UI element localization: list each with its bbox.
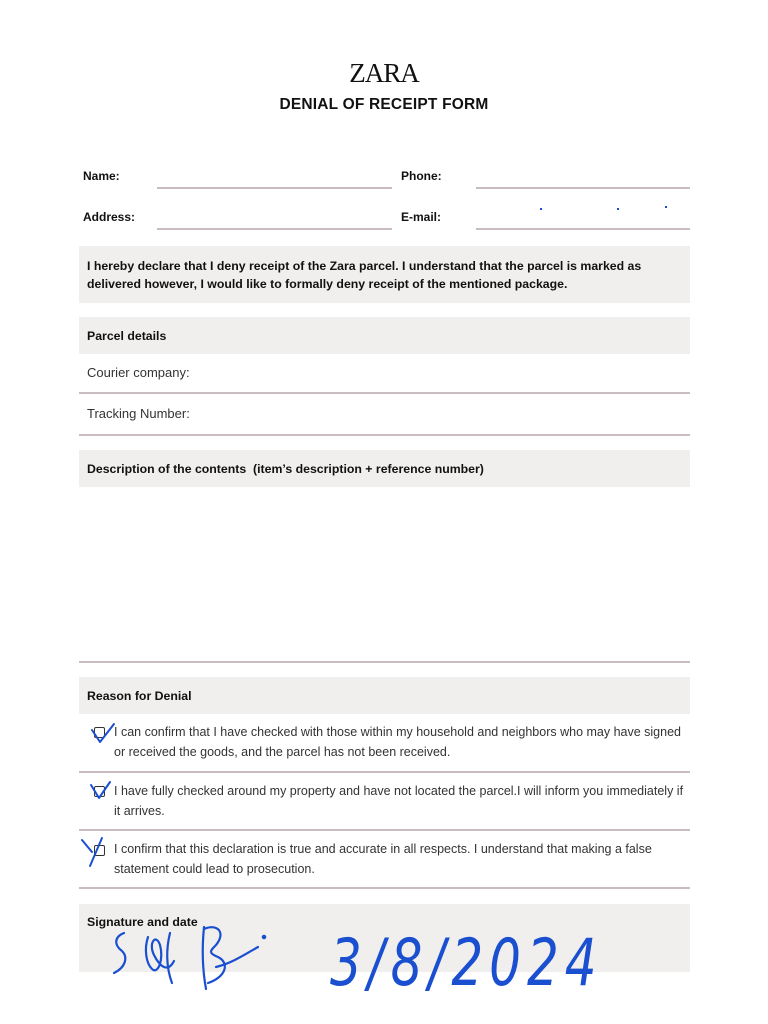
reason-heading: Reason for Denial — [87, 689, 192, 703]
phone-field[interactable] — [476, 187, 690, 189]
courier-company-label: Courier company: — [87, 365, 190, 380]
address-field[interactable] — [157, 228, 392, 230]
email-field[interactable] — [476, 228, 690, 230]
tracking-number-label: Tracking Number: — [87, 406, 190, 421]
email-ink-dot — [540, 208, 542, 210]
handwritten-date — [330, 924, 603, 1008]
email-ink-dot — [617, 208, 619, 210]
reason-1-text: I can confirm that I have checked with those within my household and neighbors who may have signed or received the goods, and the parcel has not been received. — [114, 725, 681, 759]
email-label: E-mail: — [401, 210, 442, 224]
reason-header — [79, 677, 690, 714]
contents-description-area[interactable] — [79, 488, 690, 661]
zara-logo: ZARA — [349, 58, 419, 88]
reason-divider — [79, 771, 690, 773]
declaration-text: I hereby declare that I deny receipt of the Zara parcel. I understand that the parcel is marked as delivered however, I would like to formally deny receipt of the mentioned package. — [87, 259, 642, 291]
courier-company-field[interactable] — [79, 392, 690, 394]
signature-date: 3/8/2024 — [330, 925, 603, 1001]
declaration-box — [79, 246, 690, 303]
name-label: Name: — [83, 169, 120, 183]
parcel-details-header — [79, 317, 690, 354]
contents-header — [79, 450, 690, 487]
email-ink-dot — [665, 206, 667, 208]
contents-heading: Description of the contents (item’s description + reference number) — [87, 462, 484, 476]
contents-divider — [79, 661, 690, 663]
reason-3-check-mark — [80, 836, 114, 872]
address-label: Address: — [83, 210, 136, 224]
handwritten-signature — [108, 915, 268, 1005]
reason-divider — [79, 829, 690, 831]
name-field[interactable] — [157, 187, 392, 189]
form-title: DENIAL OF RECEIPT FORM — [279, 96, 489, 113]
parcel-details-heading: Parcel details — [87, 329, 167, 343]
reason-divider — [79, 887, 690, 889]
reason-2-text: I have fully checked around my property and have not located the parcel.I will inform you immediately if it arrives. — [114, 784, 684, 818]
reason-3-text: I confirm that this declaration is true and accurate in all respects. I understand that making a false statement could lead to prosecution. — [114, 842, 652, 876]
phone-label: Phone: — [401, 169, 442, 183]
signature-heading: Signature and date — [87, 915, 198, 929]
tracking-number-field[interactable] — [79, 434, 690, 436]
